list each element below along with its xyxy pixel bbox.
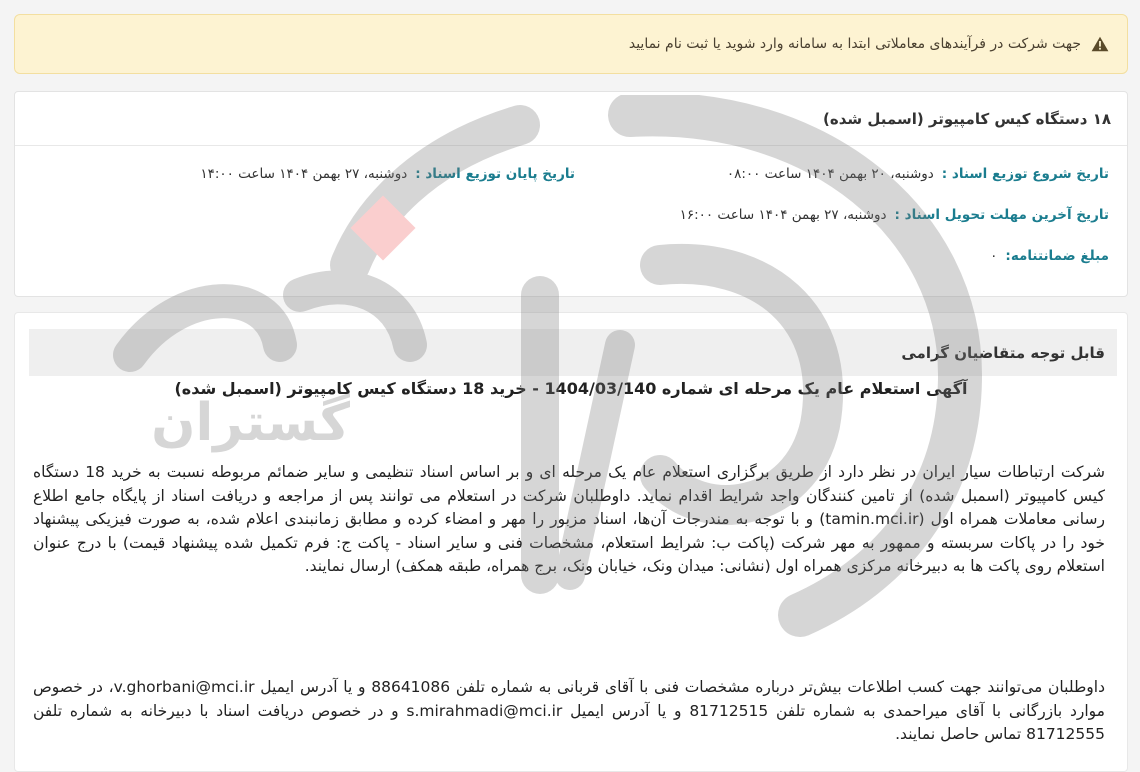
submission-deadline-value: دوشنبه، ۲۷ بهمن ۱۴۰۴ ساعت ۱۶:۰۰: [679, 207, 887, 223]
distribution-start-value: دوشنبه، ۲۰ بهمن ۱۴۰۴ ساعت ۰۸:۰۰: [726, 166, 934, 182]
distribution-start-row: [727, 166, 1109, 182]
watermark-subtext: گستران: [151, 393, 350, 453]
notice-header: قابل توجه متقاضیان گرامی: [29, 329, 1117, 376]
guarantee-amount-value: ۰: [990, 248, 998, 264]
notice-title: آگهی استعلام عام یک مرحله ای شماره 1404/03/140 - خرید 18 دستگاه کیس کامپیوتر (اسمبل شده): [174, 379, 968, 398]
notice-card: [14, 312, 1128, 772]
notice-paragraph-2: داوطلبان می‌توانند جهت کسب اطلاعات بیش‌تر درباره مشخصات فنی با آقای قربانی به شماره تلفن 88641086 و یا آدرس ایمیل v.ghorbani@mci.ir، در خصوص موارد بازرگانی با آقای میراحمدی به شماره تلفن 81712515 و یا آدرس ایمیل s.mirahmadi@mci.ir و در خصوص دریافت اسناد با دبیرخانه به شماره تلفن 81712555 تماس حاصل نمایند.: [33, 678, 1105, 743]
notice-paragraph-1: شرکت ارتباطات سیار ایران در نظر دارد از طریق برگزاری استعلام عام یک مرحله ای و بر اساس اسناد تنظیمی و سایر ضمائم مربوطه نسبت به خرید 18 دستگاه کیس کامپیوتر (اسمبل شده) از تامین کنندگان واجد شرایط اقدام نماید. داوطلبان شرکت در استعلام می توانند پس از مراجعه و دریافت اسناد از پایگاه جامع اطلاع رسانی معاملات همراه اول (tamin.mci.ir) و با توجه به مندرجات آن‌ها، اسناد مزبور را مهر و امضاء کرده و مطابق زمانبندی اعلام شده، به صورت فیزیکی پیشنهاد خود را در پاکات سربسته و ممهور به مهر شرکت (پاکت ب: شرایط استعلام، مشخصات فنی و سایر اسناد - پاکت ج: فرم تکمیل شده پیشنهاد قیمت) با درج عنوان استعلام روی پاکت ها به دبیرخانه مرکزی همراه اول (نشانی: میدان ونک، خیابان ونک، برج همراه، طبقه همکف) ارسال نمایند.: [33, 463, 1105, 575]
distribution-end-row: [200, 166, 575, 182]
tender-title: ۱۸ دستگاه کیس کامپیوتر (اسمبل شده): [15, 92, 1127, 146]
distribution-start-label: تاریخ شروع توزیع اسناد :: [941, 166, 1109, 182]
warning-icon: [1091, 36, 1109, 52]
submission-deadline-row: [680, 207, 1109, 223]
guarantee-amount-label: مبلغ ضمانتنامه:: [1005, 248, 1109, 264]
alert-message: جهت شرکت در فرآیندهای معاملاتی ابتدا به سامانه وارد شوید یا ثبت نام نمایید: [628, 36, 1081, 52]
submission-deadline-label: تاریخ آخرین مهلت تحویل اسناد :: [894, 207, 1109, 223]
guarantee-amount-row: [990, 248, 1109, 264]
distribution-end-value: دوشنبه، ۲۷ بهمن ۱۴۰۴ ساعت ۱۴:۰۰: [200, 166, 408, 182]
tender-info-card: [14, 91, 1128, 297]
login-alert: [14, 14, 1128, 74]
distribution-end-label: تاریخ پایان توزیع اسناد :: [415, 166, 575, 182]
